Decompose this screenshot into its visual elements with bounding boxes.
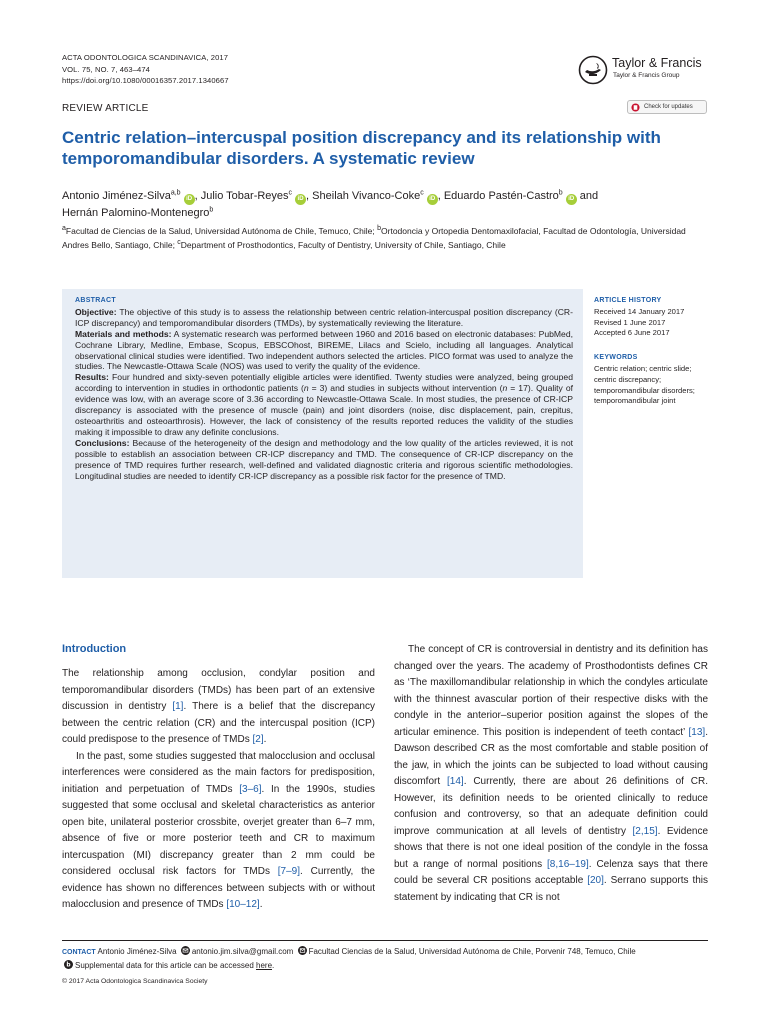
- publisher-group: Taylor & Francis Group: [613, 72, 680, 79]
- supplemental-icon: [64, 960, 73, 969]
- footer-contact: CONTACT Antonio Jiménez-Silva antonio.jim.silva@gmail.com Facultad Ciencias de la Salud, Universidad Autónoma de Chile, Porvenir 748, Temuco, Chile b Supplemental data for this article can be accessed here.: [62, 947, 636, 970]
- history-accepted: Accepted 6 June 2017: [594, 328, 670, 338]
- author-affil: b: [209, 206, 214, 214]
- check-updates-label: Check for updates: [644, 104, 693, 110]
- lamp-icon: [578, 55, 608, 85]
- citation-link[interactable]: [8,16–19]: [547, 858, 589, 870]
- copyright: © 2017 Acta Odontologica Scandinavica Society: [62, 978, 208, 985]
- supplemental-text: Supplemental data for this article can be accessed: [75, 961, 256, 970]
- publisher-logo: [578, 53, 708, 89]
- journal-name: ACTA ODONTOLOGICA SCANDINAVICA, 2017: [62, 53, 229, 62]
- abstract: [75, 296, 573, 481]
- orcid-icon[interactable]: iD: [184, 194, 195, 205]
- citation-link[interactable]: [1]: [172, 701, 184, 712]
- orcid-icon[interactable]: iD: [295, 194, 306, 205]
- paragraph: In the past, some studies suggested that malocclusion and occlusal interferences were considered as the main factors for predisposition, initiation and perpetuation of TMDs [3–6]. In the 1990s, studies suggested that some occlusal and skeletal characteristics as anterior open bite, unilateral posterior crossbite, overjet greater than 6–7 mm, absence of five or more posterior teeth and CR to maximum intercuspation (MI) discrepancy greater than 2 mm could be considered occlusal risk factors for TMDs [7–9]. Currently, the evidence has shown no differences between subjects with or without malocclusion and presence of TMDs [10–12].: [62, 750, 376, 910]
- citation-link[interactable]: [7–9]: [277, 866, 301, 877]
- citation-link[interactable]: [2,15]: [632, 825, 658, 837]
- abstract-results: Results: Four hundred and sixty-seven potentially eligible articles were identified. Twenty studies were analyzed, being grouped according to intervention in studies in orthodontic patients (n = 3) and studies in subjects without intervention (n = 17). Quality of evidence was low, with an average score of 3.36 according to Newcastle-Ottawa Scale. In most studies, the presence of CR-ICP discrepancy is associated with the presence of muscle (pain) and joint disorders (noise, disc displacement, pain, crepitus, osteoarthritis and osteoarthrosis). However, the lack of consistency of the results reported reduces the validity of the studies making it impossible to draw any definite conclusions.: [75, 372, 574, 437]
- author-name: Antonio Jiménez-Silva: [62, 190, 171, 202]
- history-revised: Revised 1 June 2017: [594, 317, 666, 327]
- author-name: Hernán Palomino-Montenegro: [62, 207, 210, 219]
- article-title: Centric relation–intercuspal position discrepancy and its relationship with temporomandibular disorders. A systematic review: [62, 128, 661, 168]
- contact-name: Antonio Jiménez-Silva: [95, 947, 179, 956]
- citation-link[interactable]: [10–12]: [226, 899, 260, 910]
- contact-address: Facultad Ciencias de la Salud, Universidad Autónoma de Chile, Porvenir 748, Temuco, Chile: [308, 947, 636, 956]
- publisher-name: Taylor & Francis: [612, 56, 702, 70]
- affiliations: $^a$Facultad de Ciencias de la Salud, Universidad Autónoma de Chile, Temuco, Chile; $^b$Ortodoncia y Ortopedia Dentomaxilofacial, Facultad de Odontología, Universidad Andres Bello, Santiago, Chile; $^c$Department of Prosthodontics, Faculty of Dentistry, University of Chile, Santiago, Chile: [62, 225, 686, 250]
- author-name: Sheilah Vivanco-Coke: [312, 190, 421, 202]
- email-icon: [181, 946, 190, 955]
- keywords-text: Centric relation; centric slide; centric discrepancy; temporomandibular disorders; temporomandibular joint: [594, 363, 695, 406]
- author-affil: a,b: [170, 189, 181, 197]
- author-list: Antonio Jiménez-Silva$^{a,b}$iD , Julio Tobar-Reyes$^c$iD , Sheilah Vivanco-Coke$^c$iD , Eduardo Pastén-Castro$^b$iD and Hernán Palomino-Montenegro$^b$: [62, 189, 599, 219]
- paragraph: The relationship among occlusion, condylar position and temporomandibular disorders (TMDs) has been part of an extensive discussion in dentistry [1]. There is a belief that the discrepancy between the centric relation (CR) and the intercuspal position (ICP) could predispose to the presence of TMDs [2].: [62, 668, 375, 745]
- orcid-icon[interactable]: iD: [566, 194, 577, 205]
- svg-text:b: b: [66, 962, 71, 969]
- author-affil: b: [558, 189, 563, 197]
- body-column-right: [394, 642, 708, 906]
- history-heading: ARTICLE HISTORY: [594, 297, 662, 304]
- author-affil: c: [288, 189, 293, 197]
- check-updates-icon: [631, 103, 640, 112]
- contact-label: CONTACT: [62, 949, 96, 956]
- orcid-icon[interactable]: iD: [427, 194, 438, 205]
- citation-link[interactable]: [13]: [688, 726, 706, 738]
- abstract-heading: ABSTRACT: [75, 297, 116, 304]
- body-column-left: [62, 642, 375, 914]
- journal-info: [62, 52, 229, 87]
- journal-doi[interactable]: https://doi.org/10.1080/00016357.2017.1340667: [62, 76, 229, 85]
- article-sidebar: [594, 296, 714, 407]
- citation-link[interactable]: [20]: [587, 875, 604, 886]
- abstract-objective: Objective: The objective of this study is to assess the relationship between centric relation-intercuspal position discrepancy (CR-ICP discrepancy) and temporomandibular disorders (TMDs), by systematically reviewing the literature.: [75, 306, 573, 328]
- keywords-heading: KEYWORDS: [594, 354, 638, 362]
- journal-volume: VOL. 75, NO. 7, 463–474: [62, 64, 150, 74]
- citation-link[interactable]: [2]: [252, 734, 264, 745]
- paragraph: The concept of CR is controversial in dentistry and its definition has changed over the years. The academy of Prosthodontists defines CR as ‘The maxillomandibular relationship in which the condyles articulate with the thinnest avascular portion of their respective disks with the condyle in the anterior–superior position against the slopes of the articular eminence. This position is independent of teeth contact’ [13]. Dawson described CR as the most comfortable and stable position of the jaw, in which the joints can be subjected to load without causing discomfort [14]. Currently, there are about 26 definitions of CR. However, its definition needs to be oriented clinically to reduce confusion and controversy, so that an adequate definition could improve communication at all levels of dentistry [2,15]. Evidence shows that there is not one ideal position of the condyle in the fossa but a range of normal positions [8,16–19]. Celenza says that there could be several CR positions acceptable [20]. Serrano supports this statement by indicating that CR is not: [394, 644, 709, 903]
- address-icon: [298, 946, 307, 955]
- citation-link[interactable]: [14]: [447, 776, 464, 787]
- author-affil: c: [420, 189, 424, 197]
- history-received: Received 14 January 2017: [594, 306, 685, 316]
- contact-email[interactable]: antonio.jim.silva@gmail.com: [191, 947, 294, 956]
- abstract-conclusions: Conclusions: Because of the heterogeneity of the design and methodology and the low quality of the articles reviewed, it is not possible to establish an association between CR-ICP discrepancy and TMD. The consequence of CR-ICP discrepancy on the presence of TMD requires further research, well-defined and validated diagnostic criteria and rigorous scientific methodologies. Longitudinal studies are needed to identify CR-ICP discrepancy as a possible risk factor for the presence of TMD.: [75, 437, 573, 481]
- check-updates-button[interactable]: [627, 100, 707, 114]
- author-name: Eduardo Pastén-Castro: [443, 190, 559, 202]
- supplemental-link[interactable]: here: [256, 961, 273, 970]
- citation-link[interactable]: [3–6]: [239, 783, 262, 795]
- abstract-methods: Materials and methods: A systematic research was performed between 1960 and 2016 based on electronic databases: PubMed, Cochrane Library, Medline, Embase, Scopus, EBSCOhost, BIREME, Lilacs and Scielo, including all languages. Analytical observational clinical studies were identified. Two independent authors selected the articles. PICO format was used to analyze the studies. The Newcastle-Ottawa Scale (NOS) was used to verify the quality of the evidence.: [75, 328, 573, 372]
- section-heading-introduction: Introduction: [62, 643, 127, 655]
- footer-divider: [62, 940, 708, 941]
- author-name: Julio Tobar-Reyes: [200, 190, 289, 202]
- article-type: REVIEW ARTICLE: [62, 103, 149, 114]
